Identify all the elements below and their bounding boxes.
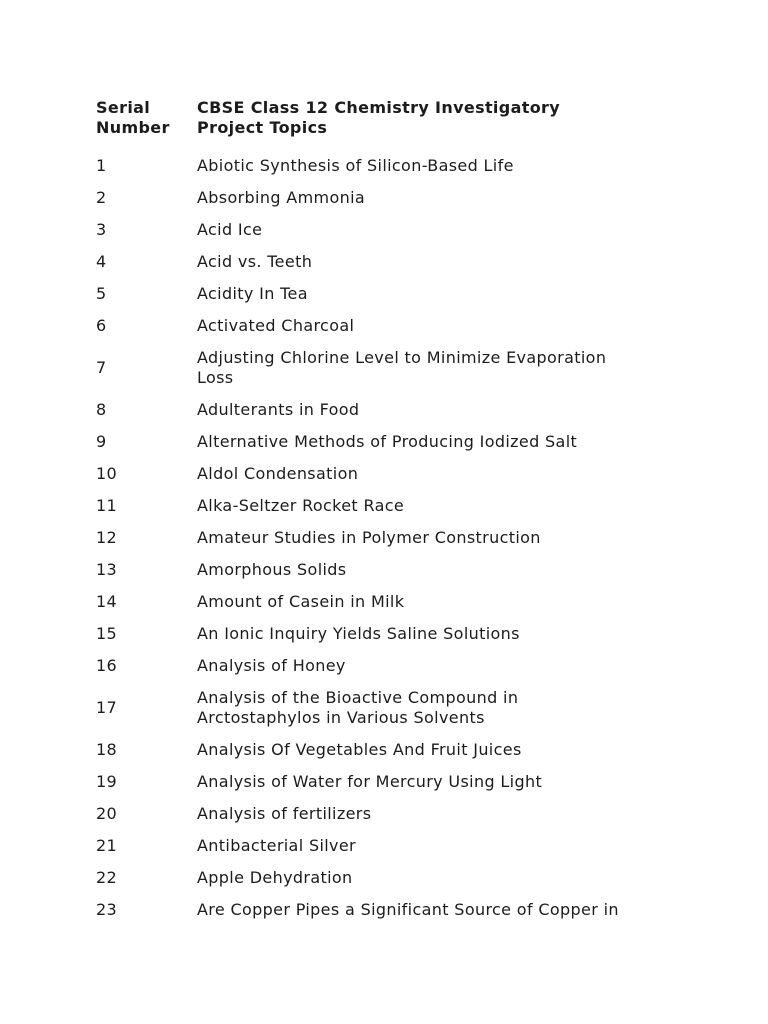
- table-row: [96, 734, 677, 766]
- serial-cell: 15: [96, 624, 118, 643]
- serial-cell: 19: [96, 772, 118, 791]
- table-row: [96, 522, 677, 554]
- header-text: CBSE Class 12 Chemistry Investigatory: [197, 98, 561, 117]
- topic-cell: Amount of Casein in Milk: [197, 592, 405, 611]
- table-row: [96, 490, 677, 522]
- serial-cell: 2: [96, 188, 107, 207]
- table-row: [96, 310, 677, 342]
- serial-number-header: [96, 96, 197, 150]
- topic-cell: Activated Charcoal: [197, 316, 355, 335]
- topic-cell: Analysis of Honey: [197, 656, 346, 675]
- topic-text: Analysis of the Bioactive Compound in: [197, 688, 519, 707]
- topic-cell: Aldol Condensation: [197, 464, 359, 483]
- topic-cell: Adulterants in Food: [197, 400, 360, 419]
- topic-cell: Analysis Of Vegetables And Fruit Juices: [197, 740, 522, 759]
- table-row: [96, 394, 677, 426]
- topic-cell: Abiotic Synthesis of Silicon-Based Life: [197, 156, 514, 175]
- table-row: [96, 798, 677, 830]
- serial-cell: 10: [96, 464, 118, 483]
- serial-cell: 14: [96, 592, 118, 611]
- serial-cell: 6: [96, 316, 107, 335]
- topic-cell: Absorbing Ammonia: [197, 188, 366, 207]
- serial-cell: 3: [96, 220, 107, 239]
- table-row: [96, 650, 677, 682]
- serial-cell: 7: [96, 358, 107, 377]
- serial-cell: 12: [96, 528, 118, 547]
- topic-cell: Analysis of Water for Mercury Using Light: [197, 772, 543, 791]
- table-row: [96, 586, 677, 618]
- table-row: [96, 150, 677, 182]
- topic-cell: [197, 682, 677, 734]
- table-row: [96, 682, 677, 734]
- topic-text: Arctostaphylos in Various Solvents: [197, 708, 485, 727]
- table-row: [96, 766, 677, 798]
- serial-cell: 18: [96, 740, 118, 759]
- topic-cell: Are Copper Pipes a Significant Source of Copper in: [197, 900, 619, 919]
- serial-cell: 8: [96, 400, 107, 419]
- topic-text: Adjusting Chlorine Level to Minimize Evaporation: [197, 348, 607, 367]
- serial-cell: 16: [96, 656, 118, 675]
- topics-table: [96, 96, 677, 926]
- table-row: [96, 278, 677, 310]
- table-row: [96, 862, 677, 894]
- serial-cell: 5: [96, 284, 107, 303]
- serial-cell: 21: [96, 836, 118, 855]
- serial-cell: 4: [96, 252, 107, 271]
- serial-cell: 20: [96, 804, 118, 823]
- serial-cell: 17: [96, 698, 118, 717]
- table-row: [96, 342, 677, 394]
- serial-cell: 22: [96, 868, 118, 887]
- topic-cell: Apple Dehydration: [197, 868, 353, 887]
- topic-cell: An Ionic Inquiry Yields Saline Solutions: [197, 624, 520, 643]
- table-row: [96, 618, 677, 650]
- topic-text: Loss: [197, 368, 234, 387]
- topic-header: [197, 96, 677, 150]
- serial-cell: 11: [96, 496, 118, 515]
- table-row: [96, 214, 677, 246]
- table-row: [96, 426, 677, 458]
- table-header-row: [96, 96, 677, 150]
- table-row: [96, 830, 677, 862]
- topic-cell: Alka-Seltzer Rocket Race: [197, 496, 405, 515]
- topic-cell: Amateur Studies in Polymer Construction: [197, 528, 541, 547]
- serial-cell: 1: [96, 156, 107, 175]
- header-text: Serial: [96, 98, 151, 117]
- topic-cell: Acidity In Tea: [197, 284, 308, 303]
- table-row: [96, 246, 677, 278]
- header-text: Number: [96, 118, 170, 137]
- topic-cell: [197, 342, 677, 394]
- table-row: [96, 182, 677, 214]
- table-row: [96, 554, 677, 586]
- table-row: [96, 894, 677, 926]
- serial-cell: 9: [96, 432, 107, 451]
- topic-cell: Acid vs. Teeth: [197, 252, 313, 271]
- topic-cell: Acid Ice: [197, 220, 263, 239]
- serial-cell: 23: [96, 900, 118, 919]
- table-row: [96, 458, 677, 490]
- topic-cell: Alternative Methods of Producing Iodized Salt: [197, 432, 578, 451]
- header-text: Project Topics: [197, 118, 328, 137]
- topic-cell: Antibacterial Silver: [197, 836, 356, 855]
- topic-cell: Analysis of fertilizers: [197, 804, 372, 823]
- topic-cell: Amorphous Solids: [197, 560, 347, 579]
- serial-cell: 13: [96, 560, 118, 579]
